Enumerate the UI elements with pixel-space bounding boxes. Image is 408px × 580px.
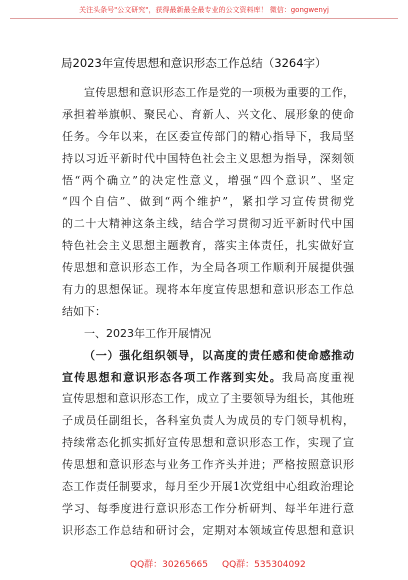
paragraph-line	[62, 454, 354, 476]
footer-qq-group-1: QQ群：30265665	[130, 560, 208, 570]
line-text: 传思想和意识形态工作，为全局各项工作顺利开展提供强	[62, 261, 354, 275]
line-text: 我局高度重视	[281, 370, 354, 384]
line-text: 传思想和意识形态与业务工作齐头并进；严格按照意识形	[62, 458, 354, 472]
line-text: 任务。今年以来，在区委宣传部门的精心指导下，我局坚	[62, 129, 354, 143]
line-text: 态工作责任制要求，每月至少开展1次党组中心组政治理论	[62, 480, 354, 494]
paragraph-line	[62, 410, 354, 432]
line-text: 学习、每季度进行意识形态工作分析研判、每半年进行意	[62, 501, 354, 515]
paragraph-line	[62, 476, 354, 498]
line-text: 一、2023年工作开展情况	[84, 326, 211, 340]
paragraph-line	[62, 170, 354, 192]
bold-lead-text: 宣传思想和意识形态各项工作落到实处。	[62, 370, 282, 384]
paragraph-line	[62, 257, 354, 279]
paragraph-line	[62, 301, 354, 323]
paragraph-line	[62, 498, 354, 520]
document-body	[62, 82, 354, 542]
line-text: “四个自信”、做到“两个维护”，紧扣学习宣传贯彻党	[62, 195, 354, 209]
line-text: 识形态工作总结和研讨会，定期对本领域宣传思想和意识	[62, 523, 354, 537]
bold-lead-text: （一）强化组织领导，以高度的责任感和使命感推动	[84, 348, 354, 362]
paragraph-line	[62, 388, 354, 410]
paragraph-line	[62, 213, 354, 235]
document-title: 局2023年宣传思想和意识形态工作总结（3264字）	[61, 56, 327, 70]
paragraph-line	[62, 345, 354, 367]
paragraph-line	[62, 191, 354, 213]
line-text: 宣传思想和意识形态工作，成立了主要领导为组长，其他班	[62, 392, 354, 406]
line-text: 承担着举旗帜、聚民心、育新人、兴文化、展形象的使命	[62, 107, 354, 121]
paragraph-line	[62, 520, 354, 542]
paragraph-line	[62, 148, 354, 170]
line-text: 的二十大精神这条主线，结合学习贯彻习近平新时代中国	[62, 217, 354, 231]
paragraph-line	[62, 367, 354, 389]
paragraph-line	[62, 104, 354, 126]
paragraph-line	[62, 235, 354, 257]
line-text: 持以习近平新时代中国特色社会主义思想为指导，深刻领	[62, 151, 354, 165]
line-text: 悟“两个确立”的决定性意义，增强“四个意识”、坚定	[62, 173, 354, 187]
paragraph-line	[62, 126, 354, 148]
paragraph-line	[62, 432, 354, 454]
footer	[0, 558, 408, 572]
header-divider	[10, 18, 398, 19]
line-text: 持续常态化抓实抓好宣传思想和意识形态工作，实现了宣	[62, 436, 354, 450]
line-text: 宣传思想和意识形态工作是党的一项极为重要的工作，	[84, 86, 354, 99]
footer-qq-group-2: QQ群：535304092	[222, 560, 306, 570]
paragraph-line	[62, 279, 354, 301]
line-text: 有力的思想保证。现将本年度宣传思想和意识形态工作总	[62, 283, 354, 297]
paragraph-line	[62, 82, 354, 104]
header-banner: 关注头条号"公文研究"，获得最新最全最专业的公文资料库！ 微信：gongwenyj	[79, 6, 329, 14]
line-text: 子成员任副组长，各科室负责人为成员的专门领导机构，	[62, 414, 354, 428]
line-text: 特色社会主义思想主题教育，落实主体责任，扎实做好宣	[62, 239, 354, 253]
line-text: 结如下：	[62, 304, 106, 318]
section-heading	[62, 323, 354, 345]
